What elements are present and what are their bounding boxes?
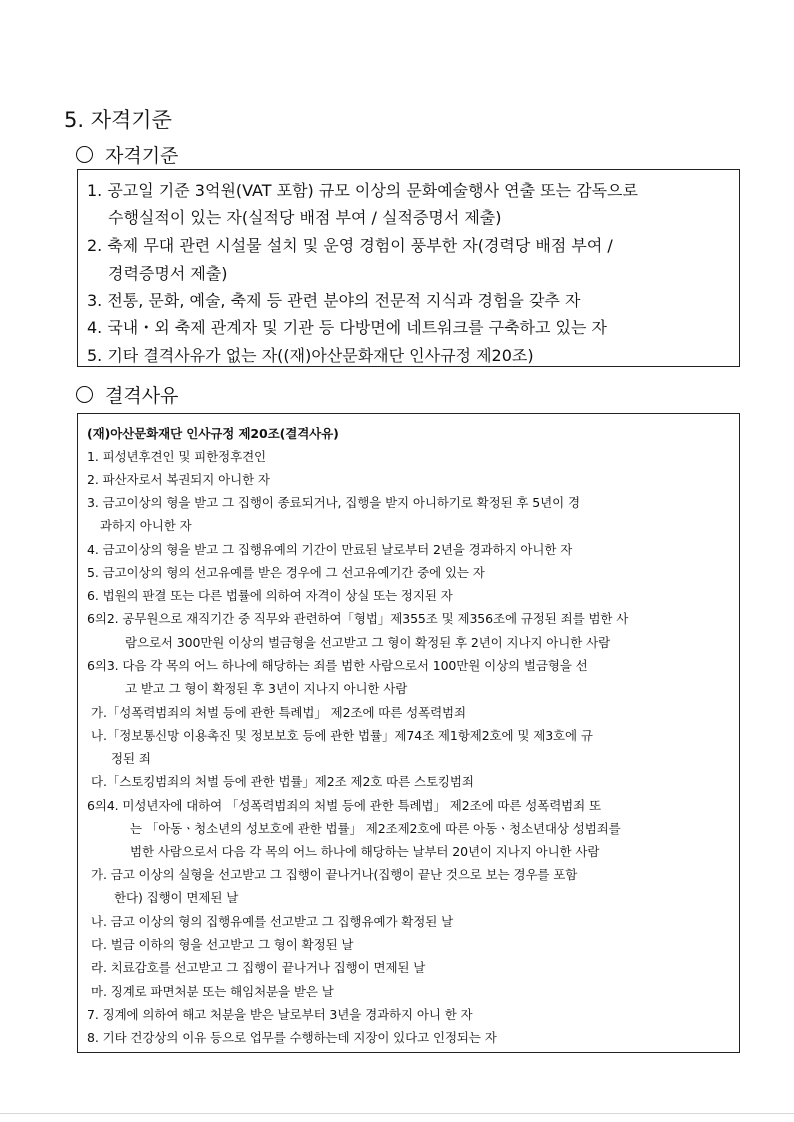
disqualification-box-title: (재)아산문화재단 인사규정 제20조(결격사유) [87,426,339,441]
disqualification-line: 정된 죄 [111,751,151,766]
disqualification-line: 범한 사람으로서 다음 각 목의 어느 하나에 해당하는 날부터 20년이 지나지 아니한 사람 [130,844,600,859]
disqualification-line: 라. 치료감호를 선고받고 그 집행이 끝나거나 집행이 면제된 날 [91,960,426,975]
disqualification-line: 6의2. 공무원으로 재직기간 중 직무와 관련하여「형법」제355조 및 제356조에 규정된 죄를 범한 사 [87,611,629,626]
disqualification-line: 고 받고 그 형이 확정된 후 3년이 지나지 아니한 사람 [125,681,408,696]
disqualification-line: 1. 피성년후견인 및 피한정후견인 [87,449,267,464]
disqualification-heading [76,381,178,408]
disqualification-line: 6. 법원의 판결 또는 다른 법률에 의하여 자격이 상실 또는 정지된 자 [87,588,453,603]
disqualification-line: 나.「정보통신망 이용촉진 및 정보보호 등에 관한 법률」제74조 제1항제2호에 및 제3호에 규 [91,728,593,743]
qualification-line: 3. 전통, 문화, 예술, 축제 등 관련 분야의 전문적 지식과 경험을 갖추 자 [87,291,581,310]
disqualification-line: 다.「스토킹범죄의 처벌 등에 관한 법률」제2조 제2호 따른 스토킹범죄 [91,774,474,789]
disqualification-line: 7. 징계에 의하여 해고 처분을 받은 날로부터 3년을 경과하지 아니 한 자 [87,1007,473,1022]
disqualification-line: 다. 벌금 이하의 형을 선고받고 그 형이 확정된 날 [91,937,354,952]
disqualification-line: 8. 기타 건강상의 이유 등으로 업무를 수행하는데 지장이 있다고 인정되는 자 [87,1030,497,1045]
circle-bullet-icon [76,146,93,163]
disqualification-line: 과하지 아니한 자 [100,518,192,533]
disqualification-line: 는 「아동ㆍ청소년의 성보호에 관한 법률」 제2조제2호에 따른 아동ㆍ청소년대상 성범죄를 [130,821,621,836]
qualification-line: 수행실적이 있는 자(실적당 배점 부여 / 실적증명서 제출) [108,208,502,227]
qualification-line: 2. 축제 무대 관련 시설물 설치 및 운영 경험이 풍부한 자(경력당 배점 부여 / [87,236,613,255]
disqualification-line: 5. 금고이상의 형의 선고유예를 받은 경우에 그 선고유예기간 중에 있는 자 [87,565,485,580]
qualification-line: 4. 국내・외 축제 관계자 및 기관 등 다방면에 네트워크를 구축하고 있는 자 [87,318,607,337]
disqualification-line: 한다) 집행이 면제된 날 [114,890,239,905]
qualification-line: 경력증명서 제출) [108,264,228,283]
disqualification-line: 마. 징계로 파면처분 또는 해임처분을 받은 날 [91,984,334,999]
section-title: 5. 자격기준 [64,108,172,132]
disqualification-line: 6의3. 다음 각 목의 어느 하나에 해당하는 죄를 범한 사람으로서 100만원 이상의 벌금형을 선 [87,658,588,673]
disqualification-line: 3. 금고이상의 형을 받고 그 집행이 종료되거나, 집행을 받지 아니하기로 확정된 후 5년이 경 [87,495,580,510]
qualification-line: 1. 공고일 기준 3억원(VAT 포함) 규모 이상의 문화예술행사 연출 또는 감독으로 [87,181,638,200]
qualification-heading [76,141,178,168]
disqualification-line: 4. 금고이상의 형을 받고 그 집행유예의 기간이 만료된 날로부터 2년을 경과하지 아니한 자 [87,542,573,557]
disqualification-line: 가.「성폭력범죄의 처벌 등에 관한 특례법」 제2조에 따른 성폭력범죄 [91,705,466,720]
circle-bullet-icon [76,386,93,403]
disqualification-line: 6의4. 미성년자에 대하여 「성폭력범죄의 처벌 등에 관한 특례법」 제2조에 따른 성폭력범죄 또 [87,798,601,813]
disqualification-line: 나. 금고 이상의 형의 집행유예를 선고받고 그 집행유예가 확정된 날 [91,914,454,929]
disqualification-line: 2. 파산자로서 복권되지 아니한 자 [87,472,270,487]
disqualification-heading-label: 결격사유 [105,385,179,407]
qualification-line: 5. 기타 결격사유가 없는 자((재)아산문화재단 인사규정 제20조) [87,346,534,365]
disqualification-line: 가. 금고 이상의 실형을 선고받고 그 집행이 끝나거나(집행이 끝난 것으로 보는 경우를 포함 [91,867,578,882]
page-bottom-divider [0,1113,794,1114]
qualification-heading-label: 자격기준 [105,145,179,167]
disqualification-line: 람으로서 300만원 이상의 벌금형을 선고받고 그 형이 확정된 후 2년이 지나지 아니한 사람 [125,635,611,650]
